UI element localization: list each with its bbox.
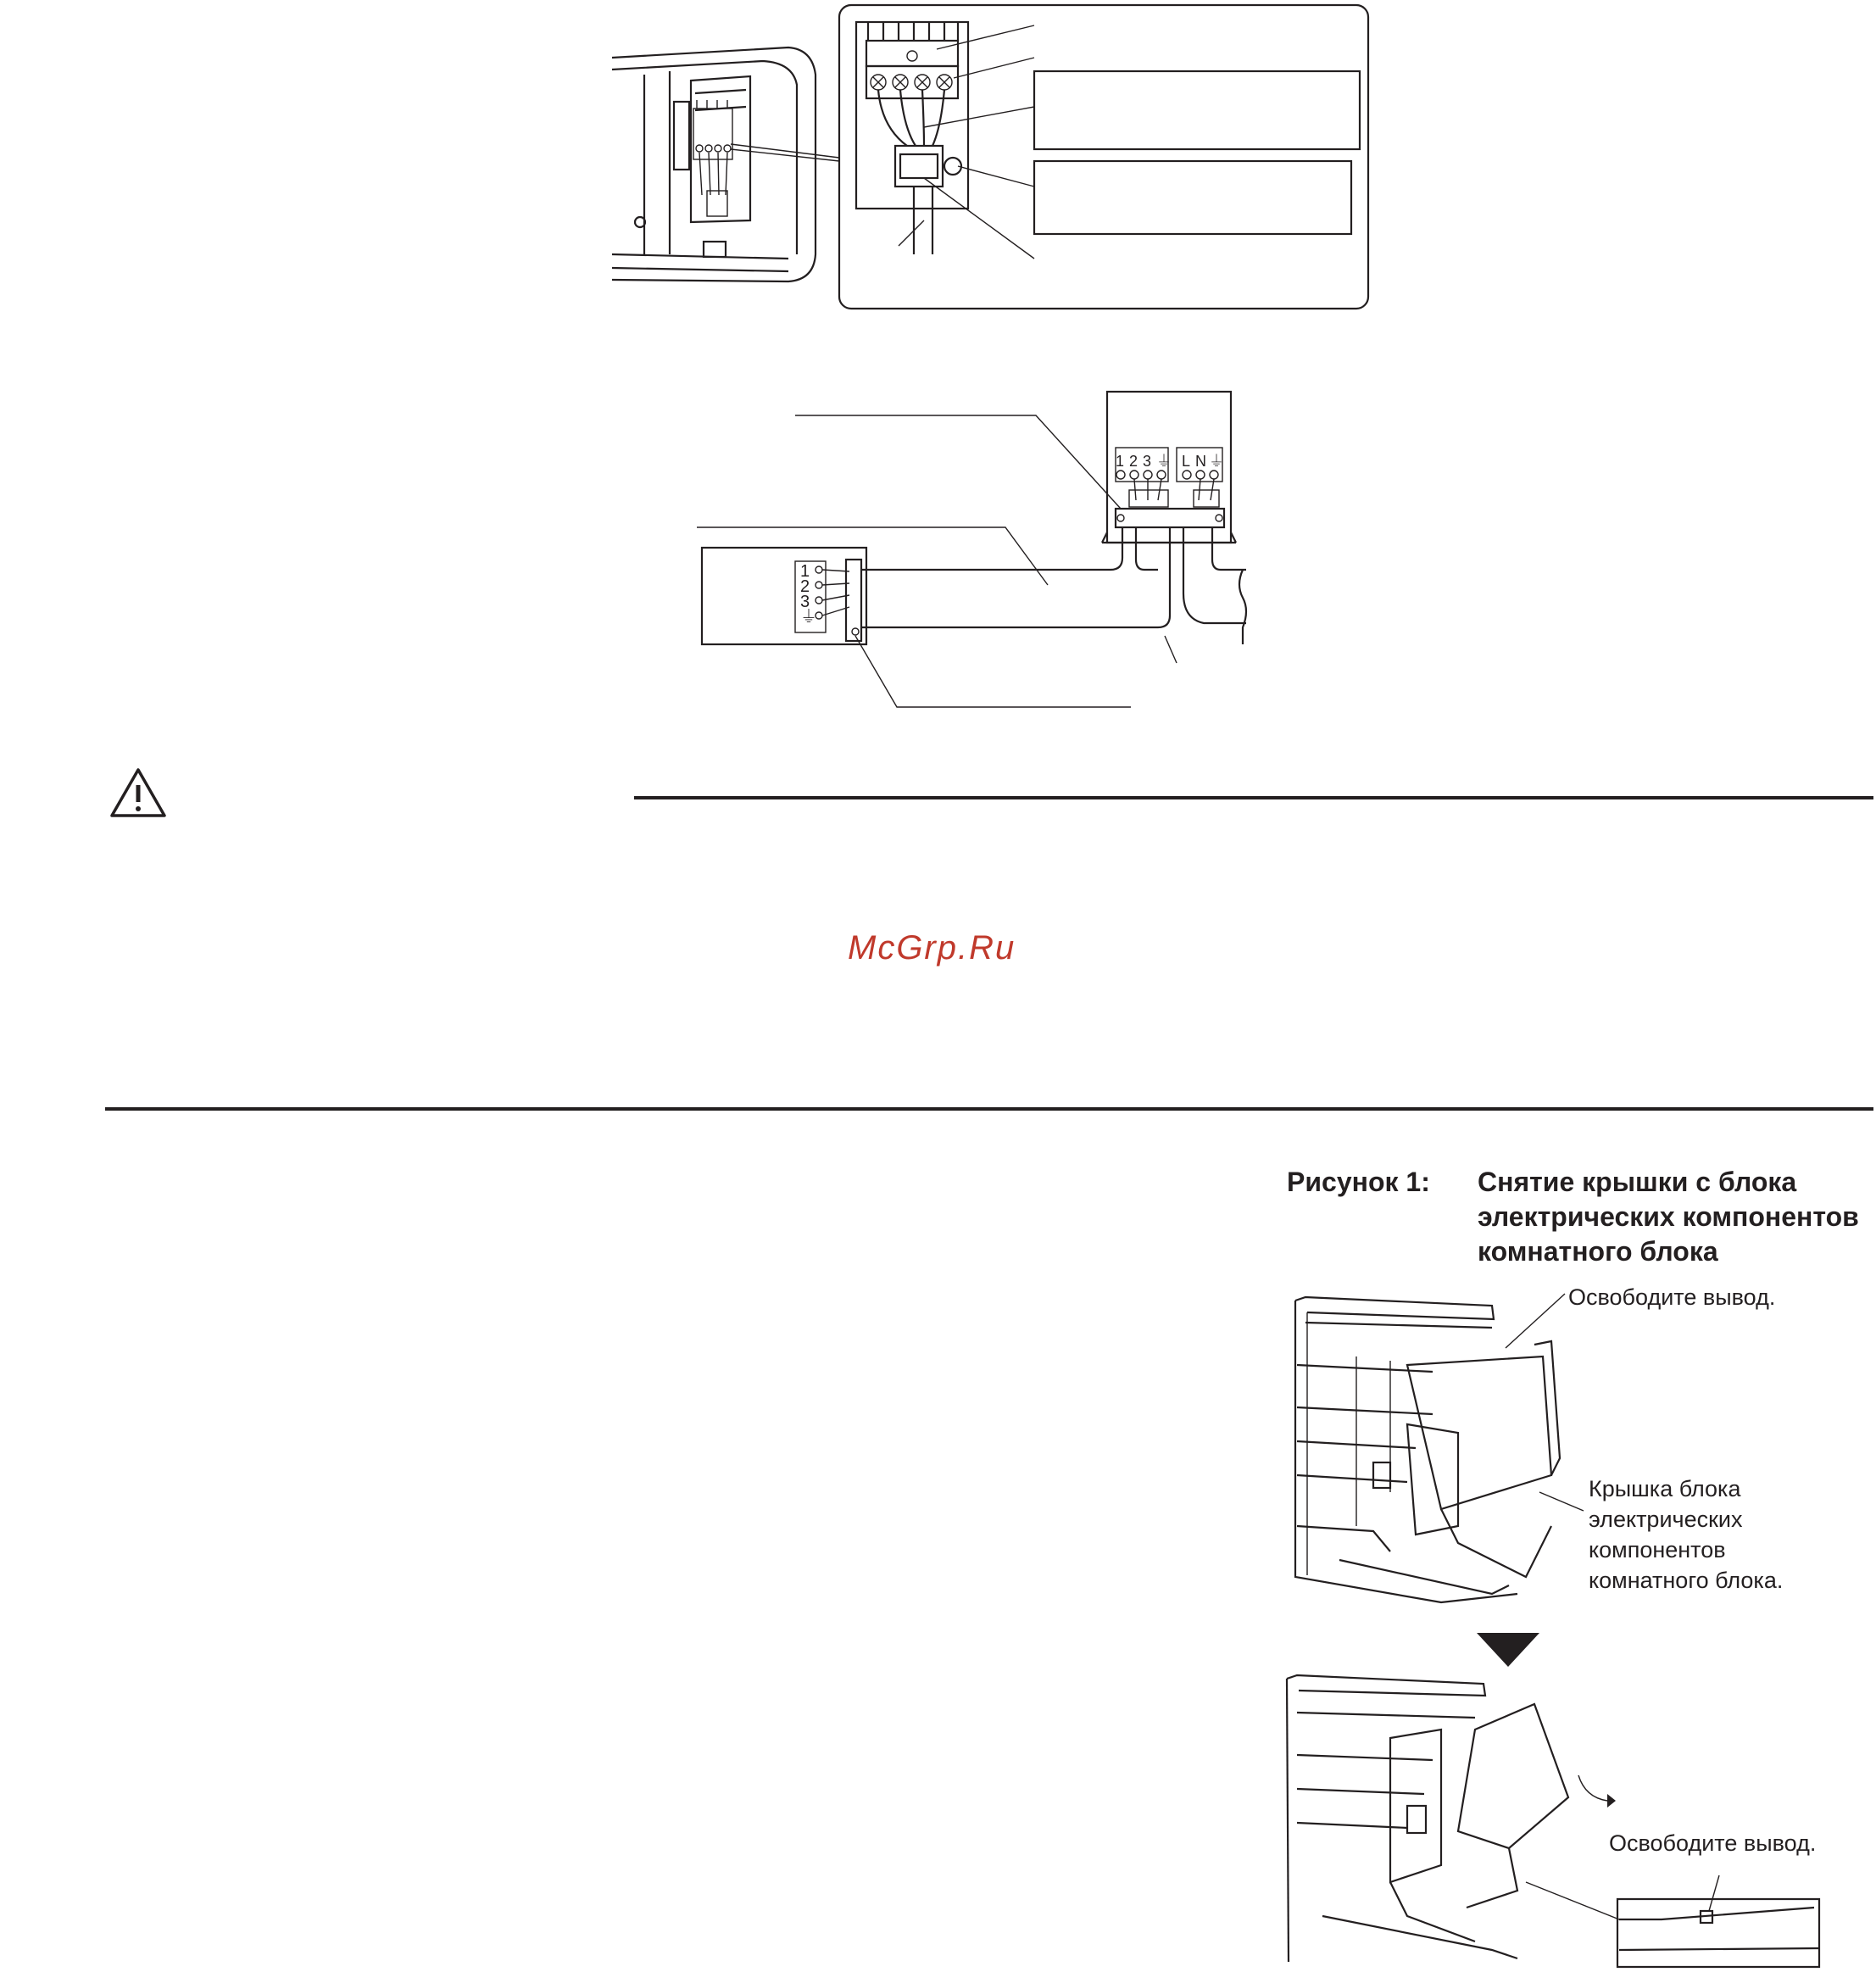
figure-title-line-3: комнатного блока <box>1478 1236 1718 1267</box>
figure-title-line-2: электрических компонентов <box>1478 1201 1859 1232</box>
release-label-bottom: Освободите вывод. <box>1609 1830 1817 1856</box>
figure-title-line-1: Снятие крышки с блока <box>1478 1167 1797 1197</box>
indoor-terminal-label: 3 <box>800 593 810 611</box>
cover-label-line-3: компонентов <box>1589 1537 1726 1563</box>
cover-label-line-4: комнатного блока. <box>1589 1568 1784 1593</box>
release-label-top: Освободите вывод. <box>1568 1284 1776 1310</box>
outdoor-power-terminal-label: N <box>1195 453 1206 470</box>
outdoor-power-terminal-label: ⏚ <box>1209 453 1224 470</box>
watermark-text: McGrp.Ru <box>848 929 1016 967</box>
outdoor-signal-terminal-label: 2 <box>1129 453 1138 470</box>
indoor-terminal-label: 1 <box>800 562 810 581</box>
figure-number: Рисунок 1: <box>1287 1167 1430 1197</box>
outdoor-power-terminal-label: L <box>1182 453 1191 470</box>
outdoor-signal-terminal-label: ⏚ <box>1156 453 1172 470</box>
cover-label-line-2: электрических <box>1589 1507 1743 1532</box>
indoor-terminal-label: ⏚ <box>800 608 817 627</box>
outdoor-signal-terminal-label: 3 <box>1143 453 1152 470</box>
indoor-terminal-label: 2 <box>800 577 810 596</box>
cover-label-line-1: Крышка блока <box>1589 1476 1741 1501</box>
outdoor-signal-terminal-label: 1 <box>1116 453 1125 470</box>
